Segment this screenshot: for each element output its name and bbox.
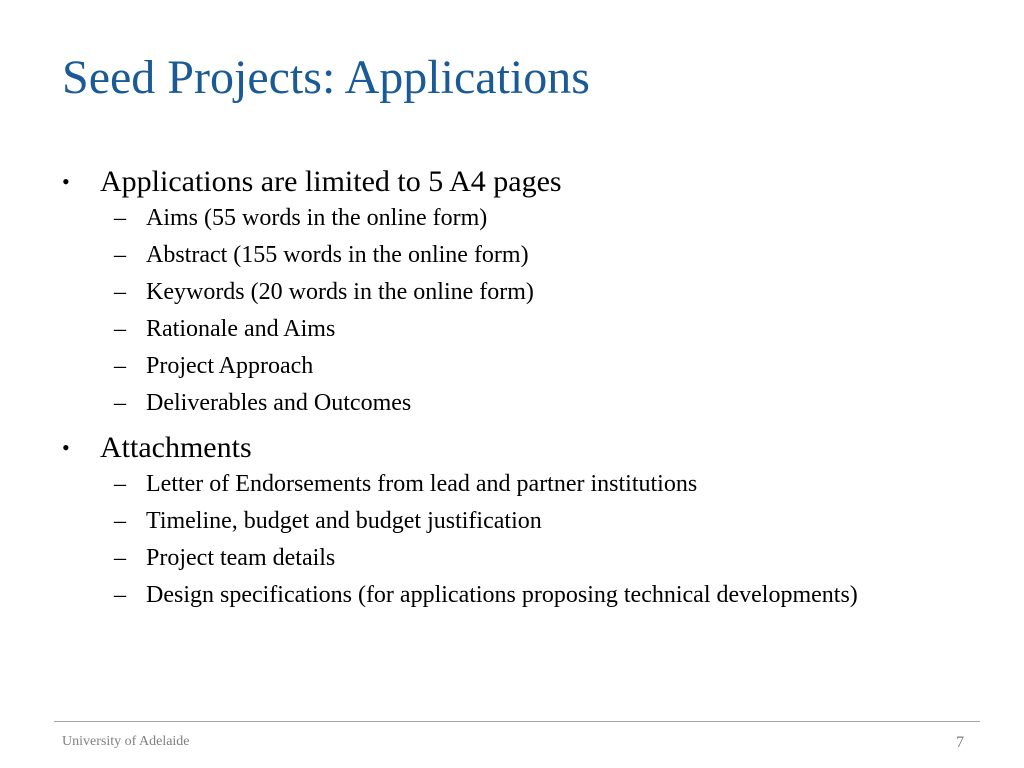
bullet-list	[62, 160, 962, 610]
slide-title: Seed Projects: Applications	[62, 51, 590, 104]
sub-bullet-text: Project Approach	[146, 353, 314, 379]
sub-bullet-text: Design specifications (for applications proposing technical developments)	[146, 582, 858, 608]
footer-organization: University of Adelaide	[62, 734, 190, 749]
page-number: 7	[956, 734, 964, 751]
sub-bullet-list	[100, 470, 962, 610]
dash-icon: –	[114, 279, 126, 305]
bullet-item-page-limit	[62, 160, 962, 418]
sub-bullet-item	[100, 204, 962, 233]
bullet-icon: •	[62, 169, 70, 194]
dash-icon: –	[114, 316, 126, 342]
bullet-text: Attachments	[100, 431, 252, 464]
sub-bullet-text: Rationale and Aims	[146, 316, 336, 342]
sub-bullet-text: Abstract (155 words in the online form)	[146, 242, 529, 268]
dash-icon: –	[114, 545, 126, 571]
sub-bullet-item	[100, 507, 962, 536]
sub-bullet-text: Project team details	[146, 545, 336, 571]
sub-bullet-text: Keywords (20 words in the online form)	[146, 279, 534, 305]
sub-bullet-item	[100, 278, 962, 307]
dash-icon: –	[114, 205, 126, 231]
footer-divider	[54, 721, 980, 722]
dash-icon: –	[114, 582, 126, 608]
slide-content	[62, 160, 962, 618]
sub-bullet-text: Deliverables and Outcomes	[146, 390, 412, 416]
sub-bullet-item	[100, 315, 962, 344]
sub-bullet-item	[100, 241, 962, 270]
sub-bullet-list	[100, 204, 962, 418]
sub-bullet-item	[100, 470, 962, 499]
sub-bullet-text: Timeline, budget and budget justification	[146, 508, 542, 534]
bullet-item-attachments	[62, 426, 962, 610]
dash-icon: –	[114, 242, 126, 268]
bullet-text: Applications are limited to 5 A4 pages	[100, 165, 562, 198]
sub-bullet-item	[100, 581, 962, 610]
sub-bullet-item	[100, 544, 962, 573]
sub-bullet-item	[100, 352, 962, 381]
dash-icon: –	[114, 508, 126, 534]
sub-bullet-text: Letter of Endorsements from lead and partner institutions	[146, 471, 698, 497]
bullet-icon: •	[62, 435, 70, 460]
dash-icon: –	[114, 390, 126, 416]
dash-icon: –	[114, 353, 126, 379]
sub-bullet-item	[100, 389, 962, 418]
dash-icon: –	[114, 471, 126, 497]
sub-bullet-text: Aims (55 words in the online form)	[146, 205, 488, 231]
